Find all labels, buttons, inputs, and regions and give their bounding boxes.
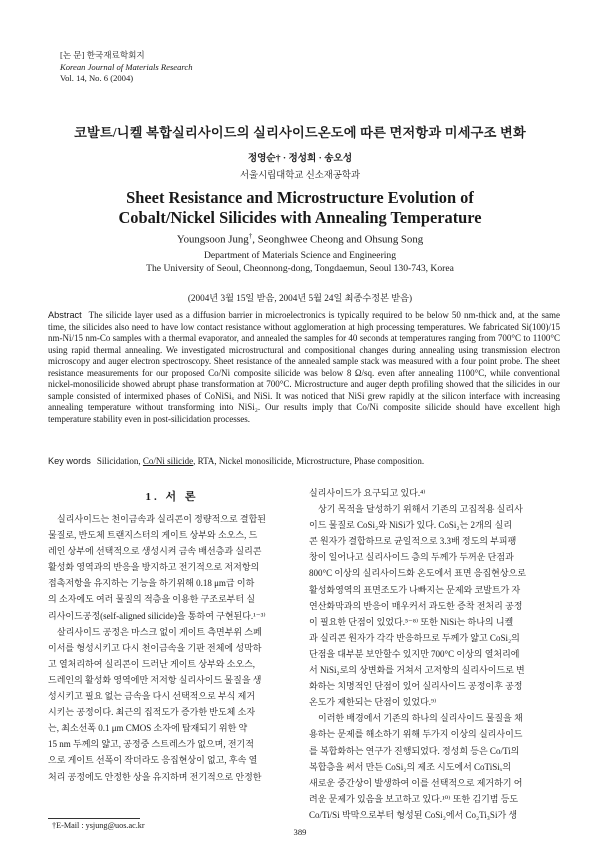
journal-header-category: [논 문] 한국재료학회지 bbox=[60, 50, 145, 60]
text-line: 이러한 배경에서 기존의 하나의 실리사이드 물질을 채 bbox=[318, 713, 523, 724]
abstract-label: Abstract bbox=[48, 310, 82, 320]
text-line: 이 필요한 단점이 있었다.⁵⁻⁸⁾ 또한 NiSi는 하나의 니켈 bbox=[309, 616, 514, 627]
abstract bbox=[48, 310, 560, 425]
text-line: 물질로, 반도체 트랜지스터의 게이트 상부와 소오스, 드 bbox=[48, 530, 258, 541]
text-line: 처리 공정에도 안정한 상을 유지하며 전기적으로 안정한 bbox=[48, 771, 262, 782]
authors-rest: , Seonghwee Cheong and Ohsung Song bbox=[252, 233, 424, 246]
journal-header bbox=[60, 50, 193, 85]
korean-affiliation: 서울시립대학교 신소재공학과 bbox=[239, 171, 361, 181]
abstract-text: The silicide layer used as a diffusion barrier in microelectronics is typically required to be below 50 nm-thick and, at the same time, the silicides also need to have low contact resistance without agglomeration at high processing temperatures. We fabricated Si(100)/15 nm-Ni/15 nm-Co samples with a thermal evaporator, and annealed the samples for 40 seconds at temperatures ranging from 700°C to 1100°C using rapid thermal annealing. We investigated microstructural and compositional changes during annealing using transmission electron microscopy and auger electron spectroscopy. Sheet resistance of the annealed sample stack was measured with a four point probe. The sheet resistance measurements for our proposed Co/Ni composite silicide was below 8 Ω/sq. even after annealing 1100°C, while conventional nickel-monosilicide showed abrupt phase transformation at 700°C. Microstructure and auger depth profiling showed that the silicides in our sample consisted of intermixed phases of CoNiSiₓ and NiSi. It was noticed that NiSi grew rapidly at the silicon interface with increasing annealing temperature without transforming into NiSi₂. Our results imply that Co/Ni composite silicide should have excellent high temperature stability even in post-silicidation processes. bbox=[48, 310, 560, 424]
text-line: 과 실리콘 원자가 각각 반응하므로 두께가 얇고 CoSi₂의 bbox=[309, 632, 520, 643]
journal-header-volume: Vol. 14, No. 6 (2004) bbox=[60, 73, 134, 84]
text-line: 드레인의 활성화 영역에만 저저항 실리사이드 물질을 생 bbox=[48, 674, 262, 685]
text-line: 활성화영역의 표면조도가 나빠지는 문제와 코발트가 자 bbox=[309, 584, 521, 595]
section-title-introduction: 1. 서 론 bbox=[145, 491, 199, 503]
text-line: 단점을 대부분 보안할수 있지만 700°C 이상의 열처리에 bbox=[309, 648, 520, 659]
text-line: 살리사이드 공정은 마스크 없이 게이트 측면부위 스페 bbox=[57, 626, 262, 637]
text-line: 으로 게이트 선폭이 작더라도 응집현상이 없고, 후속 열 bbox=[48, 755, 258, 766]
english-affiliation-dept: Department of Materials Science and Engineering bbox=[203, 250, 397, 261]
text-line: 연산화막과의 반응이 매우커서 과도한 증착 전처리 공정 bbox=[309, 600, 523, 611]
journal-header-name: Korean Journal of Materials Research bbox=[60, 61, 193, 72]
text-line: 리사이드공정(self-aligned silicide)을 통하여 구현된다.¹⁻³⁾ bbox=[48, 610, 266, 621]
text-line: 온도가 제한되는 단점이 있었다.⁹⁾ bbox=[309, 697, 437, 708]
text-line: 성시키고 필요 없는 금속을 다시 선택적으로 부식 제거 bbox=[48, 691, 256, 702]
text-line: 는, 최소선폭 0.1 μm CMOS 소자에 탑재되기 위한 약 bbox=[48, 723, 248, 734]
received-dates: (2004년 3월 15일 받음, 2004년 5월 24일 최종수정본 받음) bbox=[187, 293, 413, 303]
text-line: 레인 상부에 선택적으로 생성시켜 금속 배선층과 실리콘 bbox=[48, 546, 262, 557]
text-line: 용하는 문제를 해소하기 위해 두가지 이상의 실리사이드 bbox=[309, 729, 523, 740]
english-title bbox=[0, 188, 600, 228]
text-line: 활성화 영역과의 반응을 방지하고 전기적으로 저저항의 bbox=[48, 562, 260, 573]
text-line: 이서를 형성시키고 다시 천이금속을 기판 전체에 성막하 bbox=[48, 642, 262, 653]
text-line: 실리사이드는 천이금속과 실리콘이 정량적으로 결합된 bbox=[57, 514, 266, 524]
text-line: 시키는 공정이다. 최근의 집적도가 증가한 반도체 소자 bbox=[48, 707, 256, 718]
keywords-post: , RTA, Nickel monosilicide, Microstructure, Phase composition. bbox=[193, 456, 425, 466]
corresponding-author-mark: † bbox=[248, 232, 253, 240]
text-line: 800°C 이상의 실리사이드화 온도에서 표면 응집현상으로 bbox=[309, 568, 526, 579]
author-jung: Youngsoon Jung bbox=[176, 233, 249, 246]
page-number: 389 bbox=[293, 827, 307, 837]
text-line: 의 소자에도 여러 물질의 적층을 이용한 구조로부터 실 bbox=[48, 594, 256, 605]
english-affiliation bbox=[0, 250, 600, 275]
text-line: 콘 원자가 결합하므로 균일적으로 3.3배 정도의 부피팽 bbox=[309, 536, 517, 547]
english-affiliation-univ: The University of Seoul, Cheonnong-dong, Tongdaemun, Seoul 130-743, Korea bbox=[146, 262, 454, 274]
right-column bbox=[309, 485, 563, 823]
text-line: 복합층을 써서 만든 CoSi₂의 제조 시도에서 CoTiSiₓ의 bbox=[309, 761, 512, 772]
text-line: 창이 일어나고 실리사이드 층의 두께가 두꺼운 단점과 bbox=[309, 552, 514, 563]
text-line: 려운 문제가 있음을 보고하고 있다.¹⁰⁾ 또한 김기범 등도 bbox=[309, 793, 519, 804]
text-line: Co/Ti/Si 박막으로부터 형성된 CoSi₂에서 Co₂Ti₃Si가 생 bbox=[309, 809, 518, 820]
korean-authors: 정영순† · 정성희 · 송오성 bbox=[247, 153, 353, 164]
text-line: 접촉저항을 유지하는 기능을 하기위해 0.18 μm급 이하 bbox=[48, 578, 255, 589]
keywords-pre: Silicidation, bbox=[96, 456, 143, 466]
footnote-email: †E-Mail : ysjung@uos.ac.kr bbox=[52, 821, 145, 830]
english-title-line2: Cobalt/Nickel Silicides with Annealing Temperature bbox=[118, 208, 482, 227]
text-line: 상기 목적을 달성하기 위해서 기존의 고집적용 실리사 bbox=[318, 504, 523, 515]
text-line: 서 NiSi₂로의 상변화를 거쳐서 고저항의 실리사이드로 변 bbox=[309, 665, 525, 676]
keywords bbox=[48, 456, 560, 467]
text-line: 를 복합화하는 연구가 진행되었다. 정성희 등은 Co/Ti의 bbox=[309, 745, 520, 756]
english-title-line1: Sheet Resistance and Microstructure Evolution of bbox=[126, 188, 474, 207]
keywords-label: Key words bbox=[48, 456, 91, 466]
text-line: 화하는 치명적인 단점이 있어 실리사이드 공정이후 공정 bbox=[309, 681, 523, 692]
footnote-rule bbox=[48, 818, 140, 819]
korean-title: 코발트/니켈 복합실리사이드의 실리사이드온도에 따른 면저항과 미세구조 변화 bbox=[74, 125, 526, 140]
text-line: 15 nm 두께의 얇고, 공정중 스트레스가 없으며, 전기적 bbox=[48, 739, 254, 750]
text-line: 새로운 중간상이 발생하여 이를 선택적으로 제거하기 어 bbox=[309, 777, 523, 788]
english-authors bbox=[0, 232, 600, 246]
keywords-underlined: Co/Ni silicide bbox=[142, 456, 194, 466]
text-line: 고 열처리하여 실리콘이 드러난 게이트 상부와 소오스, bbox=[48, 658, 256, 669]
left-column bbox=[48, 511, 298, 785]
text-line: 이드 물질로 CoSi₂와 NiSi가 있다. CoSi₂는 2개의 실리 bbox=[309, 520, 513, 531]
text-line: 실리사이드가 요구되고 있다.⁴⁾ bbox=[309, 488, 426, 498]
